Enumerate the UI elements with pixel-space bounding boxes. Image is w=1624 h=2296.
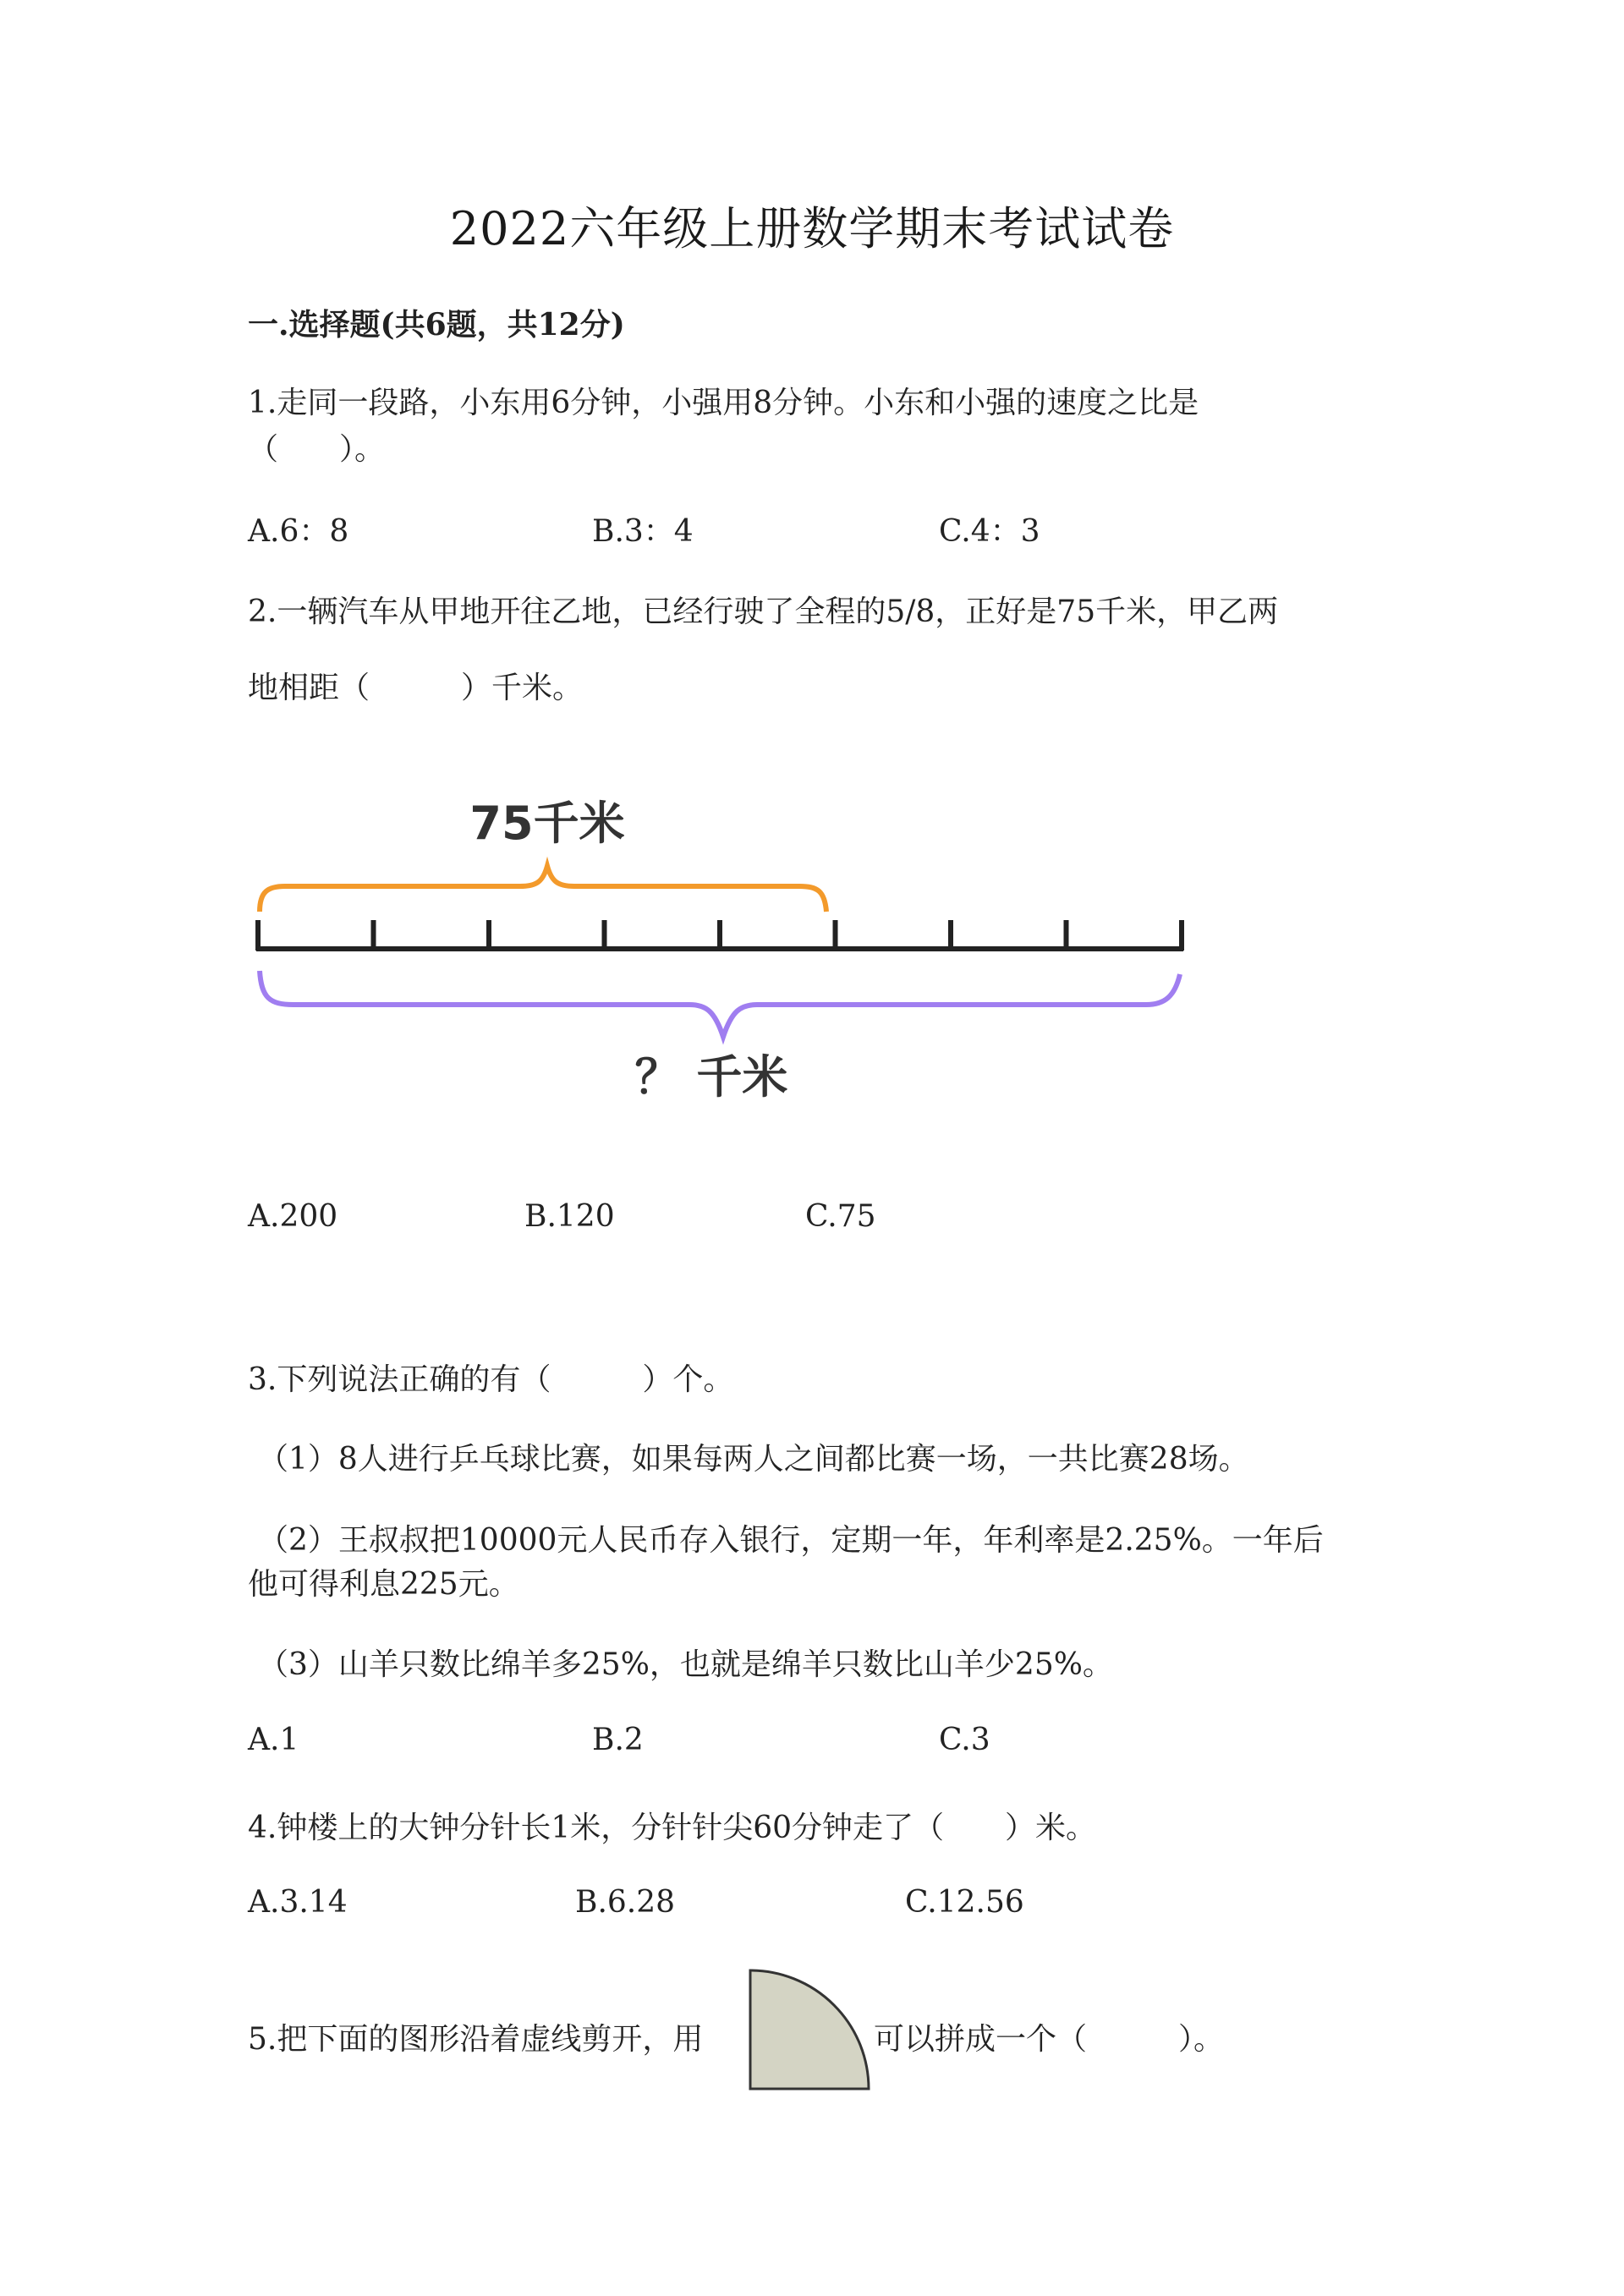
question-1-option-a: A.6：8: [248, 514, 349, 549]
question-3-text: 3.下列说法正确的有（ ）个。: [248, 1362, 734, 1397]
question-1-text: 1.走同一段路，小东用6分钟，小强用8分钟。小东和小强的速度之比是: [248, 386, 1199, 420]
quarter-circle-shape: [748, 1968, 871, 2091]
known-distance-label: 75千米: [469, 797, 625, 850]
question-3-option-a: A.1: [248, 1723, 299, 1757]
question-2-text-cont: 地相距（ ）千米。: [248, 671, 584, 705]
total-distance-brace: [260, 971, 1180, 1037]
question-3-statement-2: （2）王叔叔把10000元人民币存入银行，定期一年，年利率是2.25%。一年后: [258, 1523, 1324, 1558]
question-1-option-c: C.4：3: [939, 514, 1040, 549]
question-5-text-cont: 可以拼成一个（ ）。: [874, 2022, 1225, 2057]
question-2-option-c: C.75: [805, 1199, 876, 1234]
segment-diagram: [250, 786, 1205, 1125]
question-3-statement-2-cont: 他可得利息225元。: [248, 1567, 519, 1602]
question-3-option-c: C.3: [939, 1723, 990, 1757]
page-title: 2022六年级上册数学期末考试试卷: [449, 202, 1175, 255]
segment-ticks: [258, 920, 1182, 951]
question-4-option-b: B.6.28: [575, 1885, 676, 1920]
question-5-text: 5.把下面的图形沿着虚线剪开，用: [248, 2022, 704, 2057]
question-3-option-b: B.2: [592, 1723, 644, 1757]
question-4-text: 4.钟楼上的大钟分针长1米，分针针尖60分钟走了（ ）米。: [248, 1811, 1097, 1845]
question-2-option-b: B.120: [524, 1199, 615, 1234]
question-2-text: 2.一辆汽车从甲地开往乙地，已经行驶了全程的5/8，正好是75千米，甲乙两: [248, 595, 1279, 629]
question-1-text-cont: （ ）。: [248, 432, 386, 467]
section-heading: 一.选择题(共6题，共12分): [248, 307, 625, 342]
unknown-distance-label: ？ 千米: [634, 1050, 788, 1104]
question-2-option-a: A.200: [248, 1199, 338, 1234]
question-1-option-b: B.3：4: [592, 514, 694, 549]
question-4-option-a: A.3.14: [248, 1885, 348, 1920]
question-3-statement-1: （1）8人进行乒乓球比赛，如果每两人之间都比赛一场，一共比赛28场。: [258, 1442, 1249, 1477]
known-distance-brace: [260, 866, 826, 912]
question-4-option-c: C.12.56: [905, 1885, 1024, 1920]
question-3-statement-3: （3）山羊只数比绵羊多25%，也就是绵羊只数比山羊少25%。: [258, 1647, 1113, 1682]
